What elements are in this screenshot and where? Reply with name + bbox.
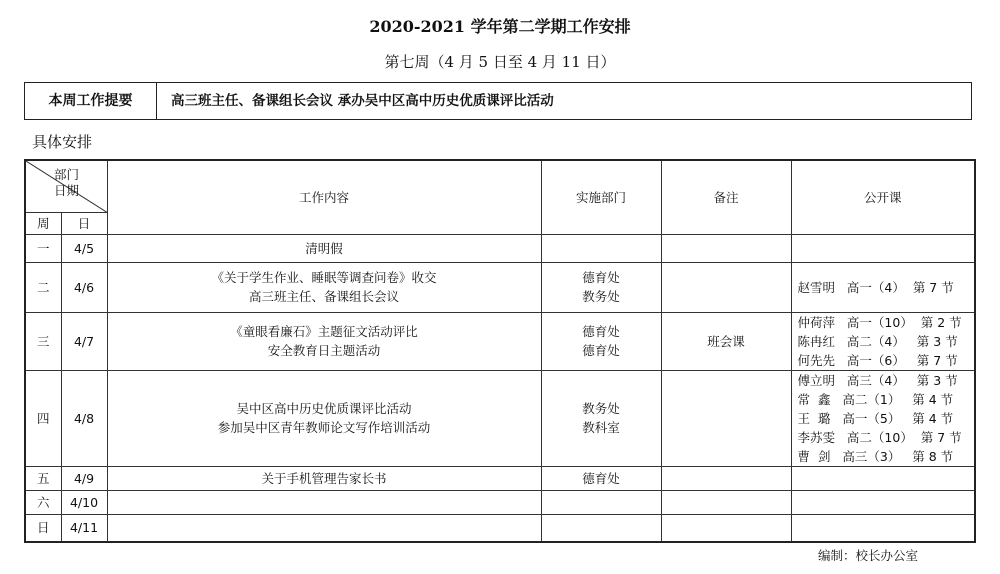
dept-cell [541, 490, 661, 514]
note-cell [661, 466, 791, 490]
week-subtitle: 第七周（4 月 5 日至 4 月 11 日） [384, 53, 616, 71]
note-cell: 班会课 [661, 312, 791, 370]
note-cell [661, 370, 791, 466]
header-content: 工作内容 [107, 160, 541, 234]
open-class-line: 陈冉红 高二（4） 第 3 节 [797, 333, 958, 349]
open-class-line: 傅立明 高三（4） 第 3 节 [797, 372, 958, 388]
open-class-cell [791, 370, 975, 466]
content-cell [107, 262, 541, 312]
week-cell: 四 [25, 370, 61, 466]
note-cell [661, 514, 791, 542]
content-cell [107, 490, 541, 514]
week-cell: 二 [25, 262, 61, 312]
dept-line: 教务处 [582, 401, 620, 416]
header-diagonal-cell [25, 160, 107, 212]
day-cell: 4/6 [61, 262, 107, 312]
open-class-line: 曹 剑 高三（3） 第 8 节 [797, 448, 954, 464]
content-cell [107, 514, 541, 542]
footer-editor: 编制：校长办公室 [818, 548, 919, 563]
table-row [25, 234, 975, 262]
content-line: 参加吴中区青年教师论文写作培训活动 [217, 420, 431, 435]
weekly-summary-box [24, 82, 972, 120]
header-note: 备注 [661, 160, 791, 234]
note-cell [661, 490, 791, 514]
header-open-class: 公开课 [791, 160, 975, 234]
table-row [25, 262, 975, 312]
detail-section-label: 具体安排 [32, 133, 93, 151]
content-line: 安全教育日主题活动 [267, 343, 381, 358]
content-cell [107, 234, 541, 262]
open-class-cell [791, 312, 975, 370]
day-cell: 4/5 [61, 234, 107, 262]
dept-cell [541, 514, 661, 542]
dept-cell [541, 370, 661, 466]
table-row [25, 514, 975, 542]
open-class-line: 何先先 高一（6） 第 7 节 [797, 352, 958, 368]
content-line: 吴中区高中历史优质课评比活动 [236, 401, 412, 416]
day-cell: 4/7 [61, 312, 107, 370]
header-impl-dept: 实施部门 [541, 160, 661, 234]
content-cell [107, 312, 541, 370]
day-cell: 4/8 [61, 370, 107, 466]
dept-cell [541, 312, 661, 370]
table-row [25, 312, 975, 370]
content-line: 《童眼看廉石》主题征文活动评比 [230, 324, 418, 339]
summary-text: 高三班主任、备课组长会议 承办吴中区高中历史优质课评比活动 [171, 93, 554, 109]
table-row [25, 466, 975, 490]
content-line: 《关于学生作业、睡眠等调查问卷》收交 [211, 270, 437, 285]
open-class-line: 李苏雯 高二（10） 第 7 节 [797, 429, 962, 445]
week-cell: 一 [25, 234, 61, 262]
dept-line: 德育处 [582, 470, 620, 486]
week-cell: 五 [25, 466, 61, 490]
week-cell: 日 [25, 514, 61, 542]
dept-cell [541, 262, 661, 312]
note-cell [661, 262, 791, 312]
open-class-cell [791, 466, 975, 490]
day-cell: 4/11 [61, 514, 107, 542]
open-class-line: 仲荷萍 高一（10） 第 2 节 [797, 314, 962, 330]
dept-cell [541, 234, 661, 262]
content-line: 关于手机管理告家长书 [261, 470, 387, 486]
content-cell [107, 466, 541, 490]
content-cell [107, 370, 541, 466]
dept-line: 教科室 [582, 420, 620, 435]
note-cell [661, 234, 791, 262]
dept-line: 德育处 [582, 324, 620, 339]
dept-line: 德育处 [582, 270, 620, 285]
content-line: 清明假 [305, 240, 343, 256]
open-class-line: 赵雪明 高一（4） 第 7 节 [797, 279, 954, 295]
header-dept-label: 部门 [54, 167, 80, 182]
content-line: 高三班主任、备课组长会议 [248, 289, 399, 304]
header-week: 周 [25, 212, 61, 234]
table-row [25, 490, 975, 514]
open-class-line: 王 璐 高一（5） 第 4 节 [797, 410, 954, 426]
day-cell: 4/10 [61, 490, 107, 514]
open-class-cell [791, 234, 975, 262]
summary-label: 本周工作提要 [25, 83, 157, 119]
open-class-cell [791, 490, 975, 514]
open-class-cell [791, 514, 975, 542]
dept-line: 德育处 [582, 343, 620, 358]
week-cell: 六 [25, 490, 61, 514]
open-class-cell [791, 262, 975, 312]
week-cell: 三 [25, 312, 61, 370]
header-day: 日 [61, 212, 107, 234]
schedule-table [24, 159, 976, 543]
document-title: 2020-2021 学年第二学期工作安排 [369, 17, 631, 36]
day-cell: 4/9 [61, 466, 107, 490]
header-date-label: 日期 [54, 183, 80, 198]
dept-cell [541, 466, 661, 490]
table-row [25, 370, 975, 466]
open-class-line: 常 鑫 高二（1） 第 4 节 [797, 391, 954, 407]
dept-line: 教务处 [582, 289, 620, 304]
